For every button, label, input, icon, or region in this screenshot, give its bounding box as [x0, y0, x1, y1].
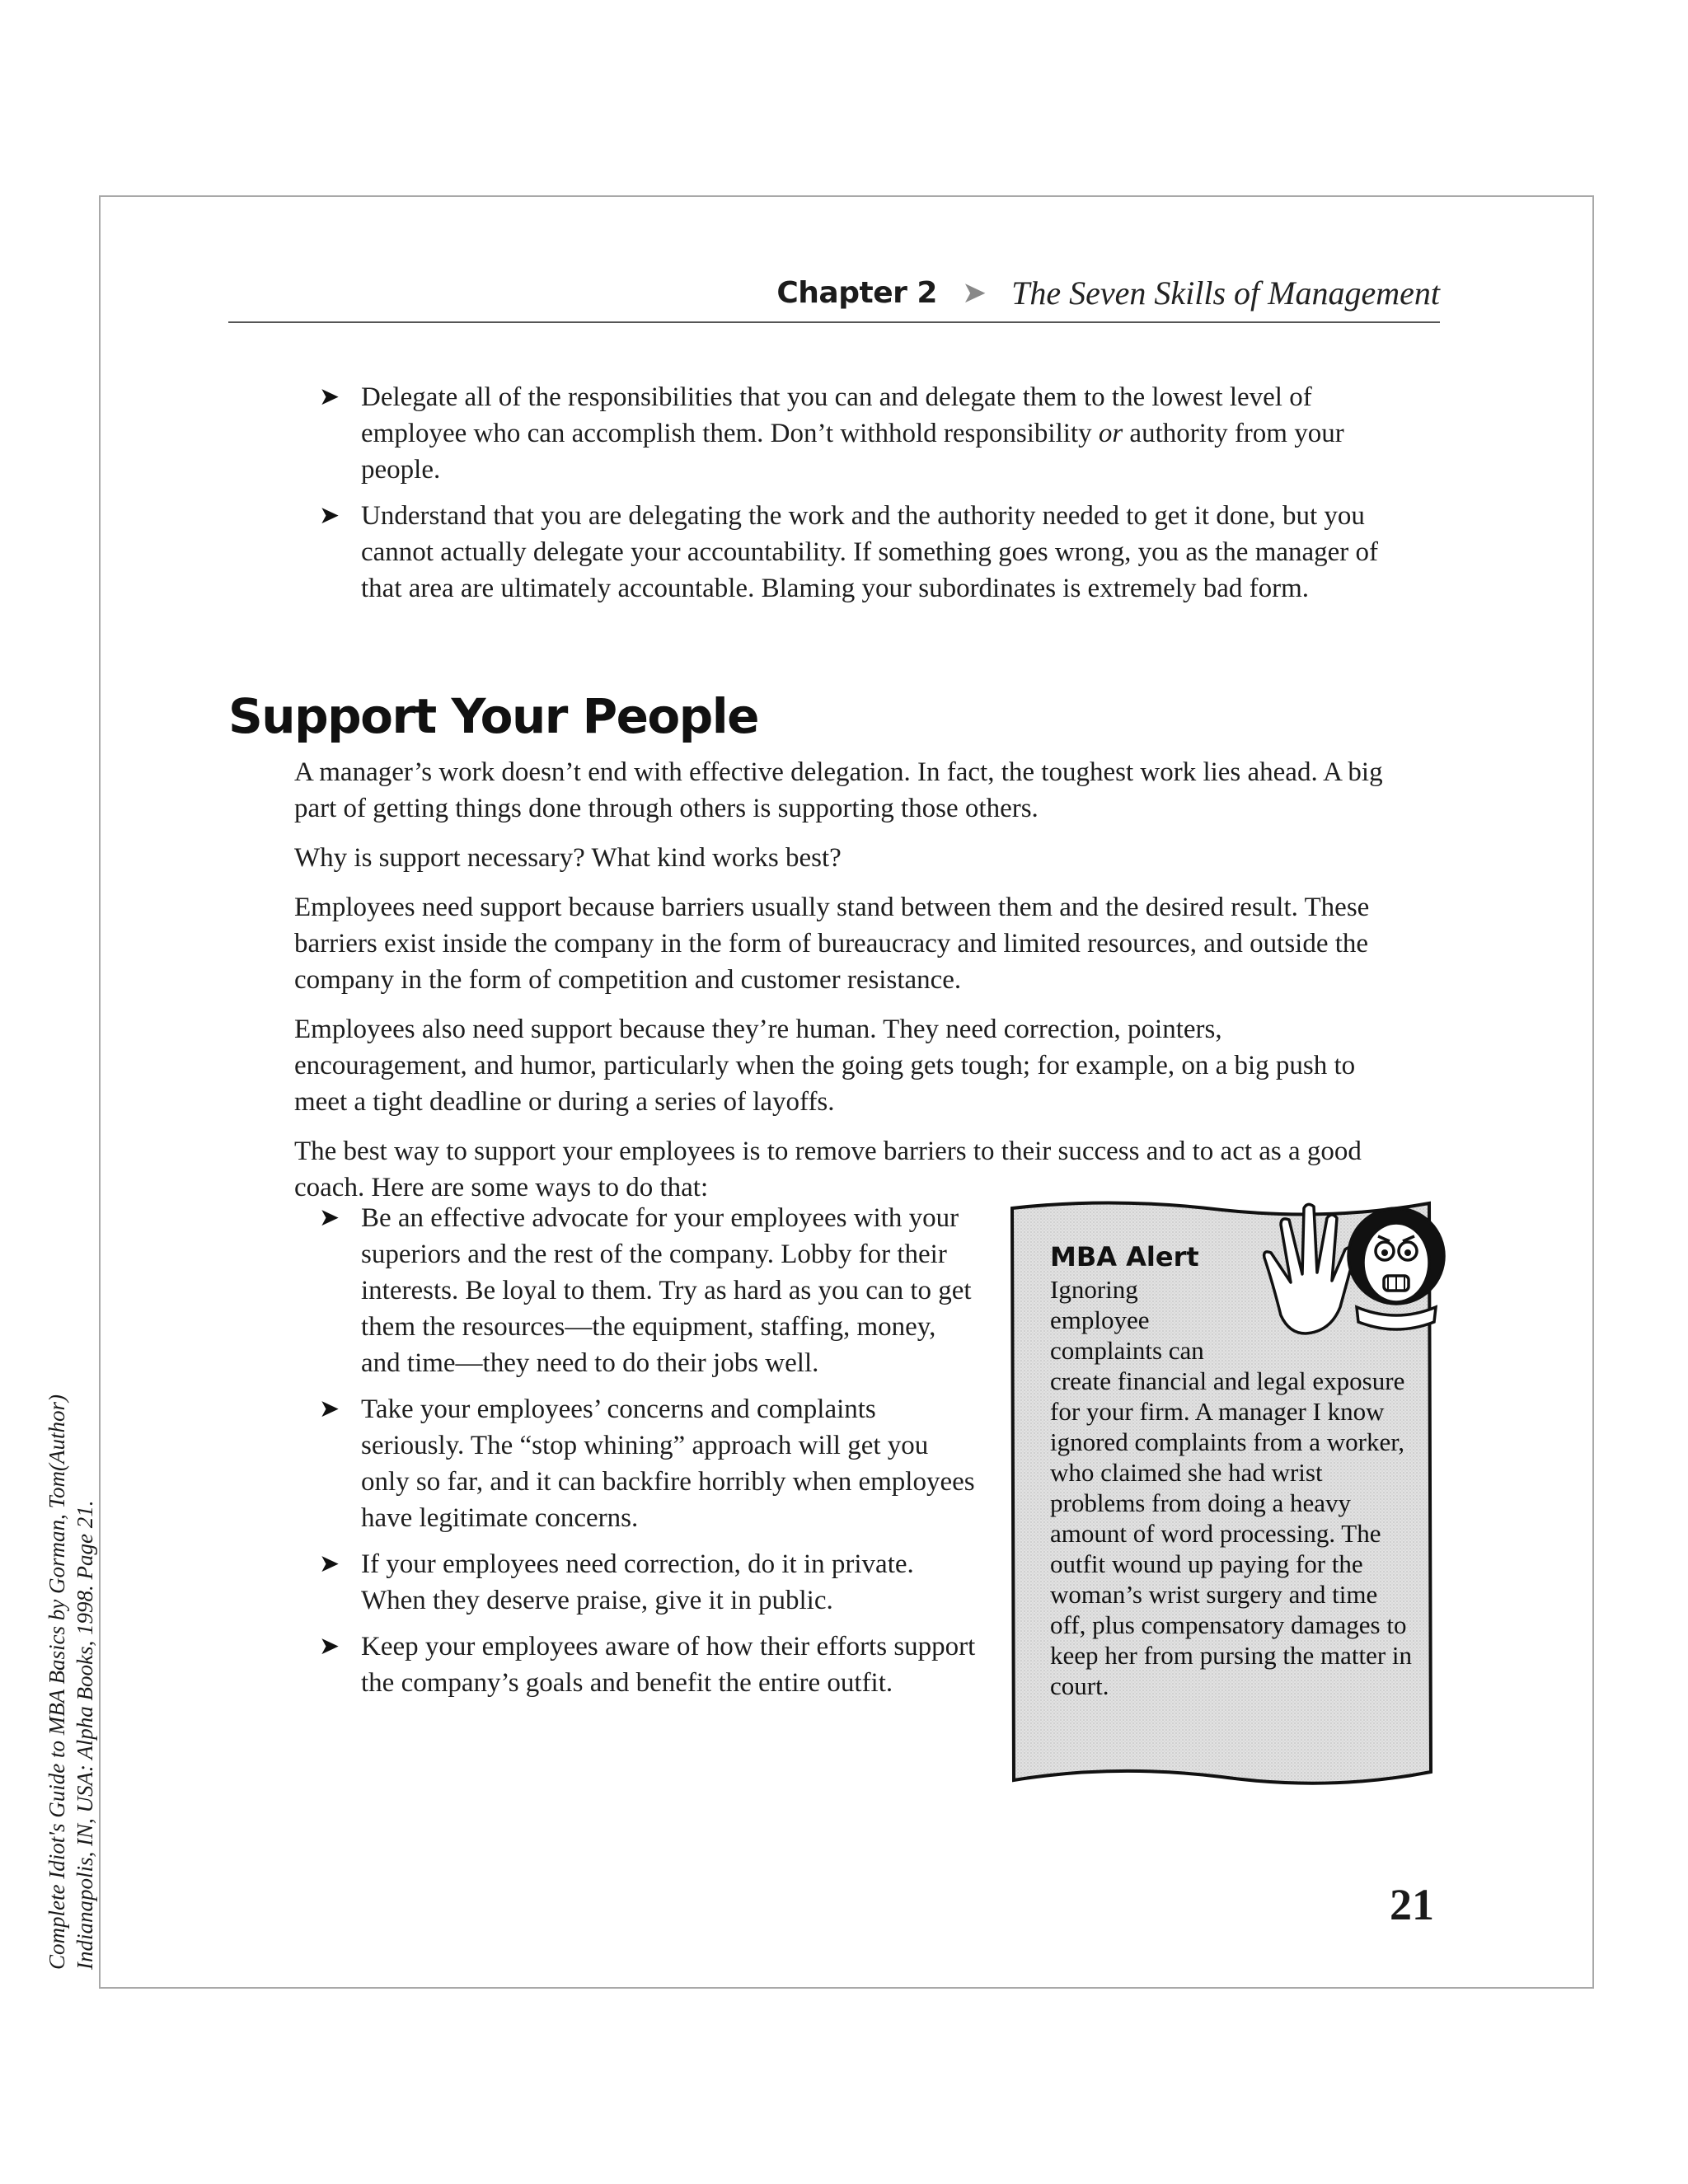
paragraph: Why is support necessary? What kind works best? [294, 843, 842, 873]
list-item [319, 379, 1382, 488]
bullet-text: Delegate all of the responsibilities that you can and delegate them to the lowest level of employee who can accomplish them. Don’t withhold responsibility [361, 382, 1312, 448]
bullet-text: If your employees need correction, do it in private. When they deserve praise, give it in public. [361, 1549, 914, 1615]
arrow-icon: ➤ [961, 275, 987, 310]
bullet-arrow-icon: ➤ [319, 1203, 340, 1232]
sidebar-title: MBA Alert [1050, 1241, 1199, 1272]
bullet-arrow-icon: ➤ [319, 1394, 340, 1423]
bullet-text: Understand that you are delegating the work and the authority needed to get it done, but you cannot actually delegate your accountability. If something goes wrong, you as the manager of that area are ultimately accountable. Blaming your subordinates is extremely bad form. [361, 501, 1379, 603]
paragraph: The best way to support your employees is to remove barriers to their success and to act as a good coach. Here are some ways to do that: [294, 1137, 1362, 1202]
bullet-text: authority from your people. [361, 419, 1344, 485]
support-bullet-list [319, 1200, 978, 1711]
page-number: 21 [1390, 1880, 1434, 1929]
delegation-bullet-list [319, 379, 1382, 616]
sidebar-content [1050, 1241, 1413, 1701]
bullet-text: Keep your employees aware of how their efforts support the company’s goals and benefit the entire outfit. [361, 1632, 976, 1698]
mba-alert-sidebar [1007, 1195, 1436, 1807]
list-item [319, 1546, 978, 1619]
bullet-text: Be an effective advocate for your employees with your superiors and the rest of the company. Lobby for their interests. Be loyal to them. Try as hard as you can to get them the resources—the equipment, staffing, money, and time—they need to do their jobs well. [361, 1203, 972, 1378]
chapter-title: The Seven Skills of Management [1011, 274, 1440, 312]
bullet-arrow-icon: ➤ [319, 1549, 340, 1578]
bullet-text: Take your employees’ concerns and complaints seriously. The “stop whining” approach will get you only so far, and it can backfire horribly when employees have legitimate concerns. [361, 1394, 975, 1533]
bullet-arrow-icon: ➤ [319, 382, 340, 411]
paragraph: Employees also need support because they’re human. They need correction, pointers, encouragement, and humor, particularly when the going gets tough; for example, on a big push to meet a tight deadline or during a series of layoffs. [294, 1015, 1356, 1117]
citation-line: Complete Idiot's Guide to MBA Basics by Gorman, Tom(Author) [45, 1394, 69, 1970]
sidebar-text: Ignoring employee complaints can create financial and legal exposure for your firm. A manager I know ignored complaints from a worker, who claimed she had wrist problems from doing a heavy amount of word processing. The outfit wound up paying for the woman’s wrist surgery and time off, plus compensatory damages to keep her from pursing the matter in court. [1050, 1275, 1413, 1700]
list-item [319, 1629, 978, 1701]
running-head [228, 264, 1440, 323]
paragraph: A manager’s work doesn’t end with effective delegation. In fact, the toughest work lies ahead. A big part of getting things done through others is supporting those others. [294, 757, 1383, 823]
bullet-arrow-icon: ➤ [319, 1632, 340, 1661]
bullet-emphasis: or [1098, 419, 1123, 448]
citation-line: Indianapolis, IN, USA: Alpha Books, 1998. Page 21. [73, 1500, 97, 1970]
section-body [294, 754, 1399, 1219]
chapter-label: Chapter 2 [776, 275, 937, 310]
citation [43, 1394, 99, 1970]
list-item [319, 1200, 978, 1381]
paragraph: Employees need support because barriers usually stand between them and the desired result. These barriers exist inside the company in the form of bureaucracy and limited resources, and outside the company in the form of competition and customer resistance. [294, 893, 1370, 995]
list-item [319, 1391, 978, 1536]
bullet-arrow-icon: ➤ [319, 501, 340, 530]
alarmed-face-icon [1248, 1183, 1446, 1348]
list-item [319, 498, 1382, 607]
section-heading: Support Your People [228, 688, 759, 744]
